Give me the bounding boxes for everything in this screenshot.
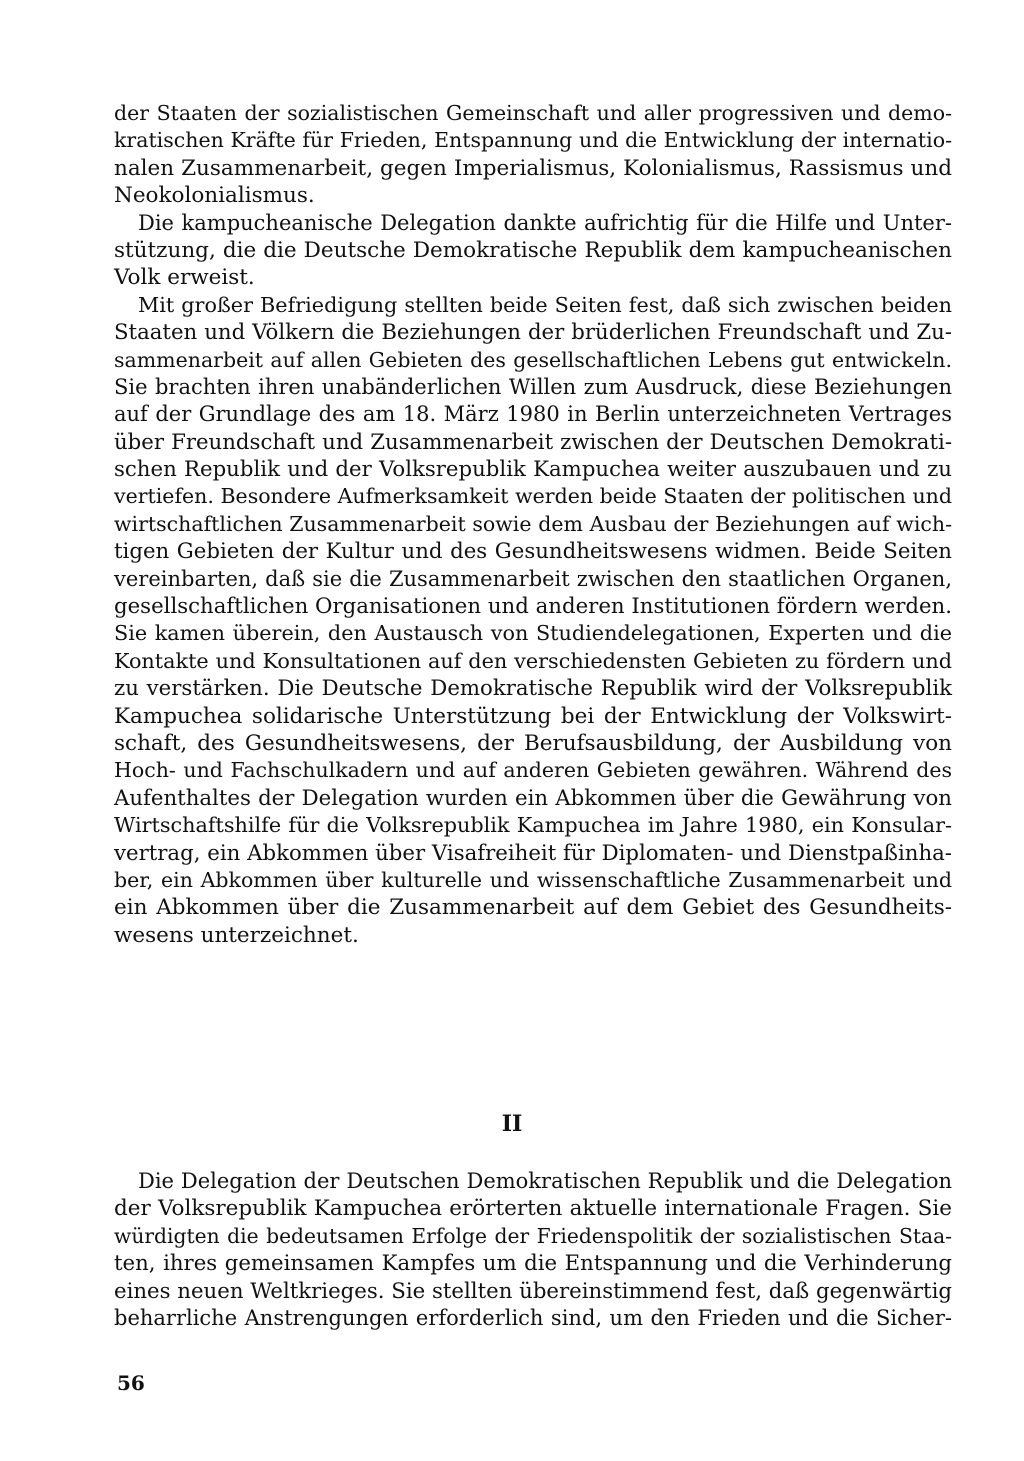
paragraph-1	[114, 100, 952, 210]
text-line: tigen Gebieten der Kultur und des Gesundheitswesens widmen. Beide Seiten	[114, 539, 952, 565]
text-line: nalen Zusammenarbeit, gegen Imperialismus, Kolonialismus, Rassismus und	[114, 155, 952, 181]
text-line: Sie brachten ihren unabänderlichen Willen zum Ausdruck, diese Beziehungen	[114, 374, 952, 399]
text-line: ein Abkommen über die Zusammenarbeit auf dem Gebiet des Gesundheits-	[114, 895, 952, 921]
text-line: schaft, des Gesundheitswesens, der Berufsausbildung, der Ausbildung von	[114, 730, 952, 756]
text-line: Staaten und Völkern die Beziehungen der brüderlichen Freundschaft und Zu-	[114, 320, 952, 346]
text-line: Hoch- und Fachschulkadern und auf anderen Gebieten gewähren. Während des	[114, 758, 952, 783]
text-line: ten, ihres gemeinsamen Kampfes um die Entspannung und die Verhinderung	[114, 1251, 952, 1277]
text-line: Mit großer Befriedigung stellten beide Seiten fest, daß sich zwischen beiden	[138, 292, 952, 317]
text-line: gesellschaftlichen Organisationen und anderen Institutionen fördern werden.	[114, 594, 952, 620]
text-line: wirtschaftlichen Zusammenarbeit sowie dem Ausbau der Beziehungen auf wich-	[114, 511, 952, 536]
text-line: stützung, die die Deutsche Demokratische Republik dem kampucheanischen	[114, 237, 952, 263]
text-line: Die Delegation der Deutschen Demokratischen Republik und die Delegation	[138, 1169, 952, 1193]
text-block-top	[114, 100, 952, 949]
text-line: der Staaten der sozialistischen Gemeinschaft und aller progressiven und demo-	[114, 101, 952, 125]
text-line: ber, ein Abkommen über kulturelle und wissenschaftliche Zusammenarbeit und	[114, 867, 952, 892]
text-line: eines neuen Weltkrieges. Sie stellten übereinstimmend fest, daß gegenwärtig	[114, 1278, 952, 1304]
text-line: vertrag, ein Abkommen über Visafreiheit für Diplomaten- und Dienstpaßinha-	[114, 840, 952, 866]
text-line: würdigten die bedeutsamen Erfolge der Friedenspolitik der sozialistischen Staa-	[114, 1223, 952, 1248]
text-block-bottom	[114, 1168, 952, 1332]
text-line: Die kampucheanische Delegation dankte aufrichtig für die Hilfe und Unter-	[138, 210, 952, 235]
text-line: vertiefen. Besondere Aufmerksamkeit werden beide Staaten der politischen und	[114, 484, 952, 509]
text-line: über Freundschaft und Zusammenarbeit zwischen der Deutschen Demokrati-	[114, 429, 952, 455]
text-line: sammenarbeit auf allen Gebieten des gesellschaftlichen Lebens gut entwickeln.	[114, 347, 952, 372]
text-line: Kontakte und Konsultationen auf den verschiedensten Gebieten zu fördern und	[114, 648, 952, 673]
text-line: Kampuchea solidarische Unterstützung bei der Entwicklung der Volkswirt-	[114, 703, 952, 729]
text-line: Aufenthaltes der Delegation wurden ein Abkommen über die Gewährung von	[114, 785, 952, 811]
text-line: der Volksrepublik Kampuchea erörterten aktuelle internationale Fragen. Sie	[114, 1196, 952, 1222]
text-line: beharrliche Anstrengungen erforderlich sind, um den Frieden und die Sicher-	[114, 1305, 952, 1330]
text-line: Neokolonialismus.	[114, 183, 315, 209]
page-number: 56	[117, 1371, 145, 1395]
section-heading: II	[501, 1111, 523, 1137]
text-line: wesens unterzeichnet.	[114, 922, 359, 948]
text-line: schen Republik und der Volksrepublik Kampuchea weiter auszubauen und zu	[114, 457, 952, 483]
text-line: auf der Grundlage des am 18. März 1980 in Berlin unterzeichneten Vertrages	[114, 402, 952, 427]
text-line: kratischen Kräfte für Frieden, Entspannung und die Entwicklung der internatio-	[114, 128, 952, 153]
text-line: Wirtschaftshilfe für die Volksrepublik Kampuchea im Jahre 1980, ein Konsular-	[114, 813, 952, 838]
text-line: vereinbarten, daß sie die Zusammenarbeit zwischen den staatlichen Organen,	[114, 566, 952, 591]
paragraph-4	[114, 1168, 952, 1332]
text-line: Volk erweist.	[114, 265, 255, 291]
paragraph-3	[114, 292, 952, 949]
text-line: Sie kamen überein, den Austausch von Studiendelegationen, Experten und die	[114, 621, 952, 646]
text-line: zu verstärken. Die Deutsche Demokratische Republik wird der Volksrepublik	[114, 676, 952, 702]
paragraph-2	[114, 210, 952, 292]
